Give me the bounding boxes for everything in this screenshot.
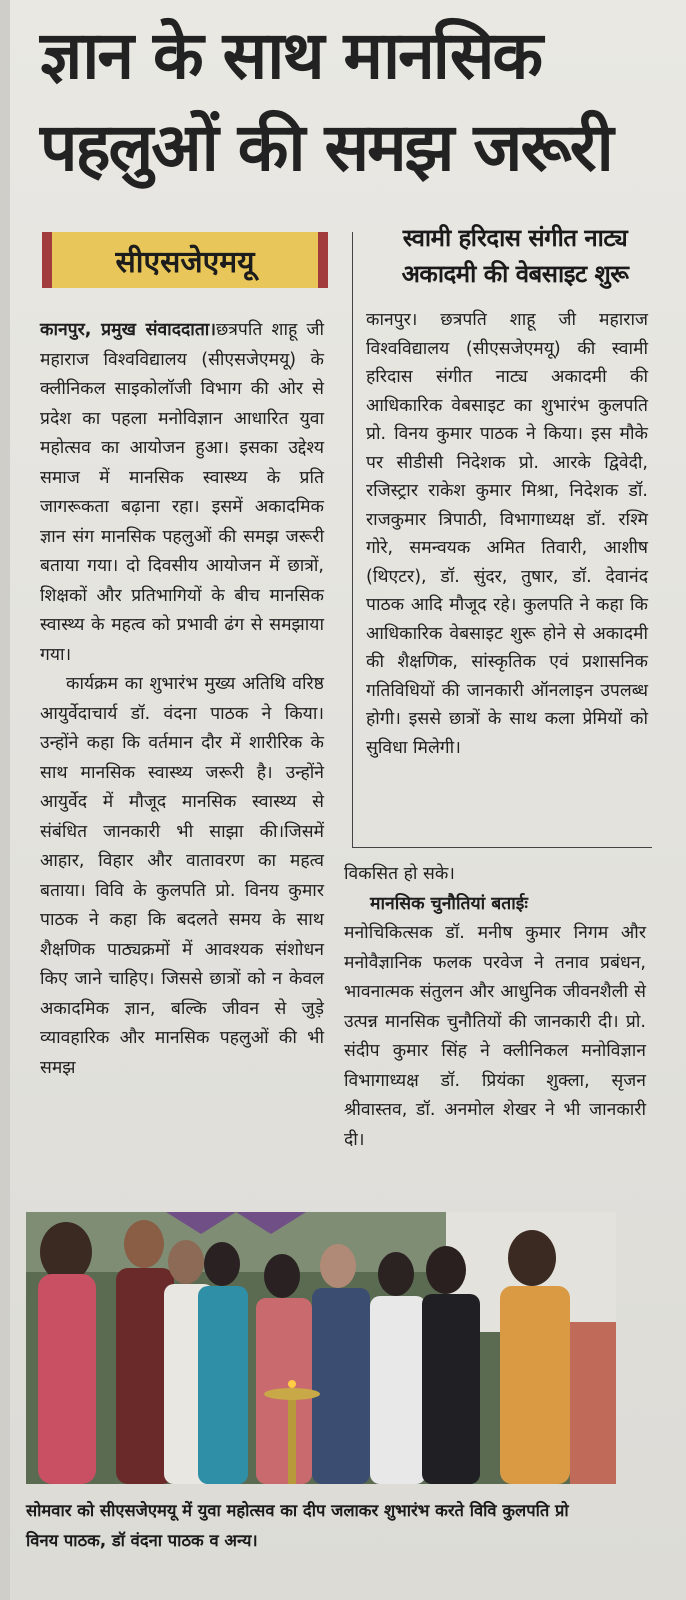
adjacent-column-edge: [0, 0, 10, 1600]
main-story-para-3: मनोचिकित्सक डॉ. मनीष कुमार निगम और मनोवैज्ञानिक फलक परवेज ने तनाव प्रबंधन, भावनात्मक संतुलन और आधुनिक जीवनशैली से उत्पन्न मानसिक चुनौतियों की जानकारी दी। प्रो. संदीप कुमार सिंह ने क्लीनिकल मनोविज्ञान विभागाध्यक्ष डॉ. प्रियंका शुक्ला, सृजन श्रीवास्तव, डॉ. अनमोल शेखर ने भी जानकारी दी।: [344, 923, 646, 1150]
dateline: कानपुर, प्रमुख संवाददाता।: [40, 320, 216, 340]
main-story-column-1: [40, 316, 324, 1083]
subheading: मानसिक चुनौतियां बताईः: [370, 893, 528, 914]
main-story-para-1-text: छत्रपति शाहू जी महाराज विश्वविद्यालय (सीएसजेएमयू) के क्लीनिकल साइकोलॉजी विभाग की ओर से प्रदेश का पहला मनोविज्ञान आधारित युवा महोत्सव का आयोजन हुआ। इसका उद्देश्य समाज में मानसिक स्वास्थ्य के प्रति जागरूकता बढ़ाना रहा। इसमें अकादमिक ज्ञान संग मानसिक पहलुओं की समझ जरूरी बताया गया। दो दिवसीय आयोजन में छात्रों, शिक्षकों और प्रतिभागियों के बीच मानसिक स्वास्थ्य के महत्व को प्रभावी ढंग से समझाया गया।: [40, 320, 325, 665]
side-dateline: कानपुर।: [366, 310, 418, 330]
continued-text: विकसित हो सके।: [344, 864, 455, 884]
main-story-column-2: [344, 860, 646, 1155]
photo-illustration: [26, 1212, 616, 1484]
side-story-body: [366, 306, 648, 762]
side-story-headline: स्वामी हरिदास संगीत नाट्य अकादमी की वेबसाइट शुरू: [401, 224, 629, 288]
headline-line-1: ज्ञान के साथ मानसिक: [40, 17, 542, 94]
main-story-para-1: [40, 316, 324, 670]
main-story-para-2: कार्यक्रम का शुभारंभ मुख्य अतिथि वरिष्ठ आयुर्वेदाचार्य डॉ. वंदना पाठक ने किया। उन्होंने कहा कि वर्तमान दौर में शारीरिक के साथ मानसिक स्वास्थ्य जरूरी है। उन्होंने आयुर्वेद में मौजूद मानसिक स्वास्थ्य से संबंधित जानकारी भी साझा की।जिसमें आहार, विहार और वातावरण का महत्व बताया। विवि के कुलपति प्रो. विनय कुमार पाठक ने कहा कि बदलते समय के साथ शैक्षणिक पाठ्यक्रमों में आवश्यक संशोधन किए जाने चाहिए। जिससे छात्रों को न केवल अकादमिक ज्ञान, बल्कि जीवन से जुड़े व्यावहारिक और मानसिक पहलुओं की भी समझ: [40, 674, 324, 1078]
photo-caption: सोमवार को सीएसजेएमयू में युवा महोत्सव का दीप जलाकर शुभारंभ करते विवि कुलपति प्रो विनय पाठक, डॉ वंदना पाठक व अन्य।: [26, 1501, 569, 1550]
side-story-para: [366, 306, 648, 762]
side-story-text: छत्रपति शाहू जी महाराज विश्वविद्यालय (सीएसजेएमयू) की स्वामी हरिदास संगीत नाट्य अकादमी की आधिकारिक वेबसाइट का शुभारंभ कुलपति प्रो. विनय कुमार पाठक ने किया। इस मौके पर सीडीसी निदेशक प्रो. आरके द्विवेदी, रजिस्ट्रार राकेश कुमार मिश्रा, निदेशक डॉ. राजकुमार त्रिपाठी, विभागाध्यक्ष डॉ. रश्मि गोरे, समन्वयक अमित तिवारी, आशीष (थिएटर), डॉ. सुंदर, तुषार, डॉ. देवानंद पाठक आदि मौजूद रहे। कुलपति ने कहा कि आधिकारिक वेबसाइट शुरू होने से अकादमी की शैक्षणिक, सांस्कृतिक एवं प्रशासनिक गतिविधियों की जानकारी ऑनलाइन उपलब्ध होगी। इससे छात्रों के साथ कला प्रेमियों को सुविधा मिलेगी।: [366, 310, 648, 758]
headline-line-2: पहलुओं की समझ जरूरी: [40, 109, 612, 186]
section-kicker: सीएसजेएमयू: [42, 232, 328, 288]
event-photo: [26, 1212, 616, 1484]
headline: [40, 10, 670, 194]
